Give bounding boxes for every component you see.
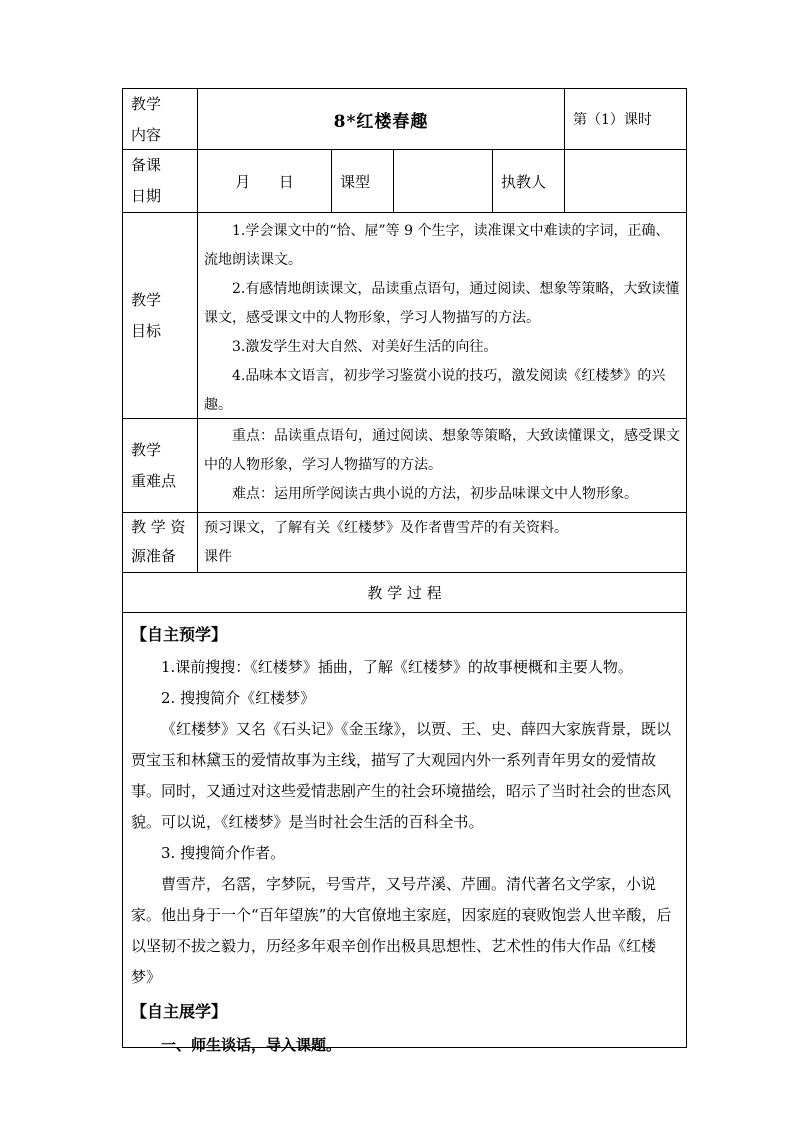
resources-label-cell xyxy=(122,512,198,573)
objective-item: 2.有感情地朗读课文，品读重点语句，通过阅读、想象等策略，大致读懂课文，感受课文中的人物形象，学习人物描写的方法。 xyxy=(204,281,680,326)
process-title-cell xyxy=(122,572,687,613)
keypoint-item: 重点：品读重点语句，通过阅读、想象等策略，大致读懂课文，感受课文中的人物形象，学习人物描写的方法。 xyxy=(204,428,680,473)
date-label-line2: 日期 xyxy=(131,187,162,205)
resource-item: 课件 xyxy=(204,549,232,565)
content-label-line1: 教学 xyxy=(131,95,162,113)
date-value: 月 日 xyxy=(235,172,294,191)
keypoints-label-line1: 教学 xyxy=(131,440,162,459)
resource-item: 预习课文，了解有关《红楼梦》及作者曹雪芹的有关资料。 xyxy=(204,520,568,536)
objective-item: 4.品味本文语言，初步学习鉴赏小说的技巧，激发阅读《红楼梦》的兴趣。 xyxy=(204,368,666,413)
objective-item: 3.激发学生对大自然、对美好生活的向往。 xyxy=(232,339,498,355)
period-cell xyxy=(564,88,687,150)
period-text: 第（1）课时 xyxy=(573,112,652,128)
body-paragraph: 3. 搜搜简介作者。 xyxy=(161,844,286,862)
body-paragraph: 曹雪芹，名霑，字梦阮，号雪芹，又号芹溪、芹圃。清代著名文学家，小说家。他出身于一个“百年望族”的大官僚地主家庭，因家庭的衰败饱尝人世辛酸，后以坚韧不拔之毅力，历经多年艰辛创作出极具思想性、艺术性的伟大作品《红楼梦》 xyxy=(131,875,672,986)
teacher-label-cell xyxy=(492,149,565,213)
body-paragraph: 2. 搜搜简介《红楼梦》 xyxy=(161,689,316,707)
content-label-line2: 内容 xyxy=(131,126,162,144)
resources-label-line1: 教 学 资 xyxy=(131,518,186,536)
type-label-cell xyxy=(331,149,394,213)
lesson-title-cell xyxy=(197,88,565,150)
objectives-cell xyxy=(197,212,687,419)
section-heading-self-display: 【自主展学】 xyxy=(131,1002,228,1021)
content-label-cell xyxy=(122,88,198,150)
teacher-label: 执教人 xyxy=(501,172,547,191)
date-label-cell xyxy=(122,149,198,213)
resources-cell xyxy=(197,512,687,573)
objective-item: 1.学会课文中的“恰、屉”等 9 个生字，读准课文中难读的字词，正确、流地朗读课文。 xyxy=(204,223,670,268)
teacher-value-cell xyxy=(564,149,687,213)
body-paragraph: 1.课前搜搜：《红楼梦》插曲，了解《红楼梦》的故事梗概和主要人物。 xyxy=(161,658,633,676)
lesson-title: 8*红楼春趣 xyxy=(333,111,429,132)
type-value-cell xyxy=(393,149,493,213)
resources-label-line2: 源准备 xyxy=(131,547,177,565)
objectives-label-cell xyxy=(122,212,198,419)
process-body xyxy=(122,612,687,1054)
section-heading-self-preview: 【自主预学】 xyxy=(131,625,228,644)
keypoints-label-line2: 重难点 xyxy=(131,471,177,490)
type-label: 课型 xyxy=(340,172,371,191)
objectives-label-line1: 教学 xyxy=(131,290,162,309)
keypoints-label-cell xyxy=(122,418,198,513)
date-label-line1: 备课 xyxy=(131,156,162,174)
keypoints-cell xyxy=(197,418,687,513)
date-value-cell xyxy=(197,149,332,213)
keypoint-item: 难点：运用所学阅读古典小说的方法，初步品味课文中人物形象。 xyxy=(232,486,638,502)
process-title: 教 学 过 程 xyxy=(367,584,442,602)
section-subheading: 一、师生谈话，导入课题。 xyxy=(161,1036,342,1054)
objectives-label-line2: 目标 xyxy=(131,321,162,340)
body-paragraph: 《红楼梦》又名《石头记》《金玉缘》，以贾、王、史、薛四大家族背景，既以贾宝玉和林黛玉的爱情故事为主线，描写了大观园内外一系列青年男女的爱情故事。同时，又通过对这些爱情悲剧产生的社会环境描绘，昭示了当时社会的世态风貌。可以说，《红楼梦》是当时社会生活的百科全书。 xyxy=(131,720,672,831)
